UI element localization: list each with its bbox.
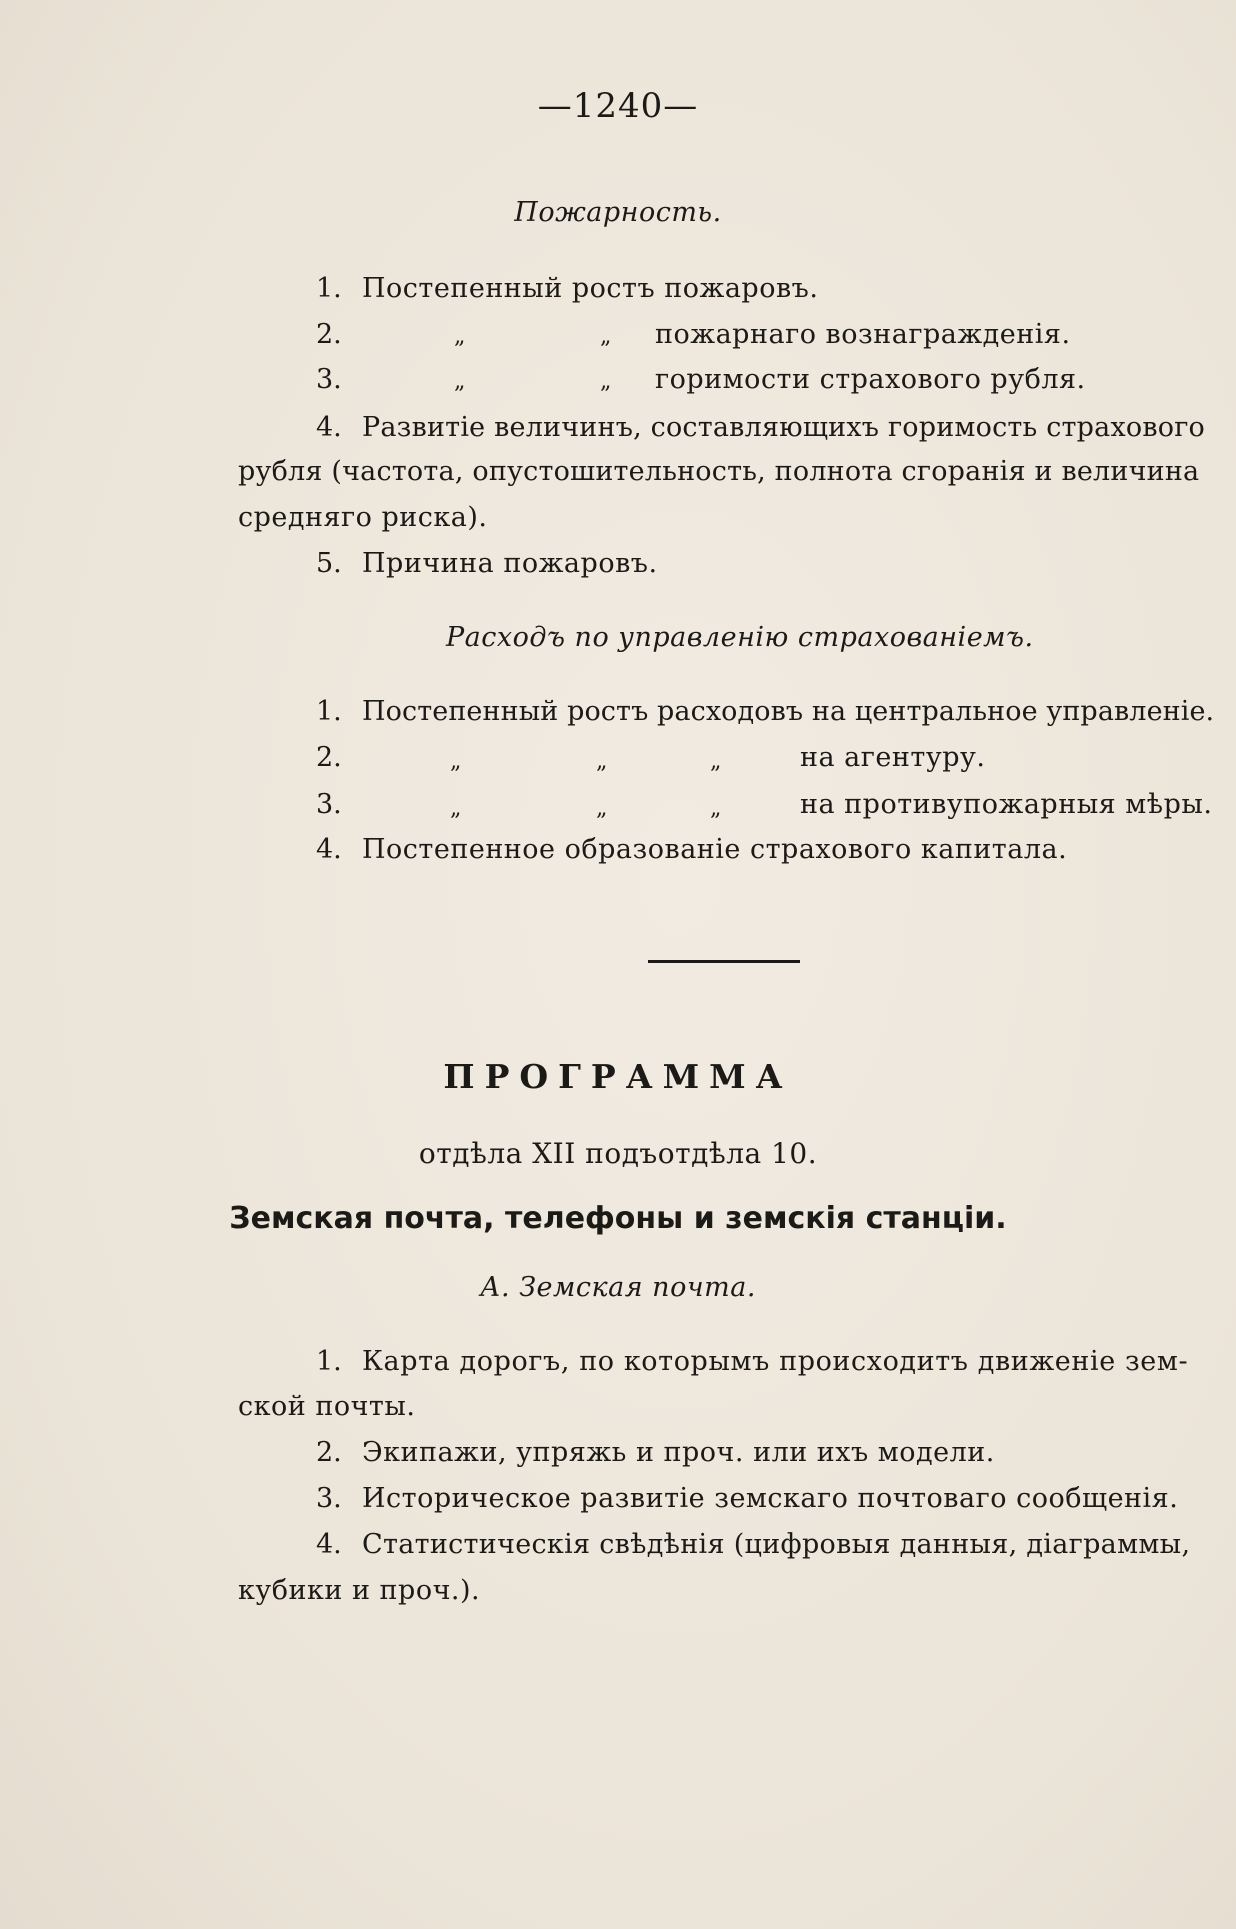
item-text: на противупожарныя мѣры.	[800, 789, 1213, 820]
item-number: 3.	[316, 789, 342, 820]
ditto-mark: „	[710, 796, 722, 821]
ditto-mark: „	[596, 749, 608, 774]
item-text: Постепенное образованіе страхового капитала.	[362, 834, 1068, 865]
item-number: 2.	[316, 319, 342, 350]
ditto-mark: „	[710, 749, 722, 774]
item-text-line: Статистическія свѣдѣнія (цифровыя данныя, діаграммы,	[362, 1529, 1191, 1560]
ditto-mark: „	[600, 369, 612, 394]
item-text: Причина пожаровъ.	[362, 548, 658, 579]
item-text-line: ской почты.	[238, 1391, 416, 1422]
item-number: 4.	[316, 1529, 342, 1560]
ditto-mark: „	[450, 749, 462, 774]
item-text: Постепенный ростъ расходовъ на центральное управленіе.	[362, 696, 1215, 727]
item-text: Постепенный ростъ пожаровъ.	[362, 273, 819, 304]
item-number: 3.	[316, 1483, 342, 1514]
ditto-mark: „	[454, 369, 466, 394]
item-number: 3.	[316, 364, 342, 395]
item-number: 4.	[316, 412, 342, 443]
ditto-mark: „	[596, 796, 608, 821]
item-text: на агентуру.	[800, 742, 986, 773]
item-text: Экипажи, упряжь и проч. или ихъ модели.	[362, 1437, 995, 1468]
item-number: 5.	[316, 548, 342, 579]
item-text-line: рубля (частота, опустошительность, полнота сгоранія и величина	[238, 456, 1200, 487]
item-number: 4.	[316, 834, 342, 865]
section-heading-management-costs: Расходъ по управленію страхованіемъ.	[446, 622, 1034, 653]
section-divider	[648, 960, 800, 963]
item-text-line: кубики и проч.).	[238, 1575, 481, 1606]
item-number: 2.	[316, 1437, 342, 1468]
item-text-line: Развитіе величинъ, составляющихъ горимость страхового	[362, 412, 1205, 443]
program-title: ПРОГРАММА	[443, 1057, 793, 1096]
program-subheading: А. Земская почта.	[480, 1272, 756, 1303]
ditto-mark: „	[450, 796, 462, 821]
item-number: 1.	[316, 696, 342, 727]
item-text: Историческое развитіе земскаго почтоваго сообщенія.	[362, 1483, 1179, 1514]
item-number: 1.	[316, 1346, 342, 1377]
page-number: —1240—	[537, 86, 699, 126]
program-subtitle: отдѣла XII подъотдѣла 10.	[418, 1137, 818, 1170]
item-text: пожарнаго вознагражденія.	[655, 319, 1071, 350]
program-heading: Земская почта, телефоны и земскія станціи.	[229, 1201, 1007, 1236]
section-heading-fire-rate: Пожарность.	[514, 197, 722, 228]
item-number: 2.	[316, 742, 342, 773]
item-text-line: Карта дорогъ, по которымъ происходитъ движеніе зем-	[362, 1346, 1189, 1377]
item-text: горимости страхового рубля.	[655, 364, 1086, 395]
ditto-mark: „	[600, 324, 612, 349]
item-number: 1.	[316, 273, 342, 304]
ditto-mark: „	[454, 324, 466, 349]
item-text-line: средняго риска).	[238, 502, 488, 533]
